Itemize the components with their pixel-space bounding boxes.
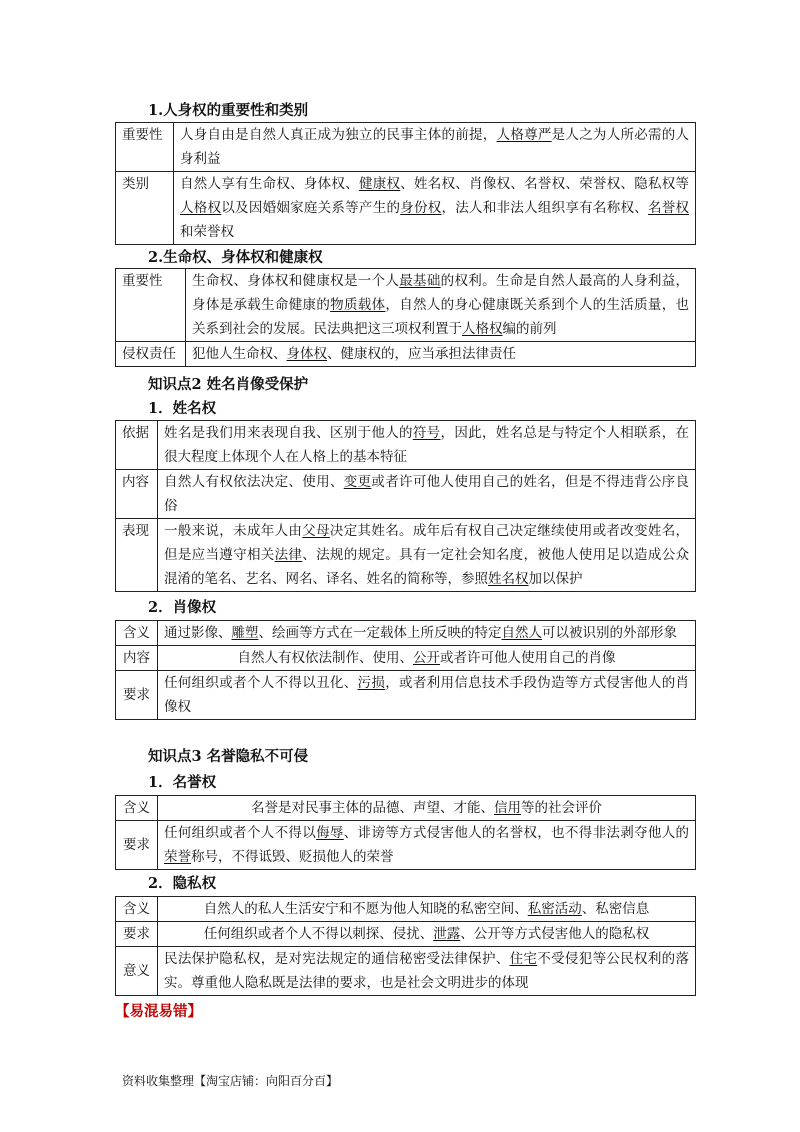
row-label: 含义 <box>116 796 158 821</box>
key-term: 身份权 <box>400 200 442 216</box>
key-term: 住宅 <box>509 951 538 967</box>
text-segment: 是人之为人所必需的人身利益 <box>180 127 690 167</box>
table-name-right <box>115 420 696 592</box>
table-row <box>116 922 696 947</box>
text-segment: ，法人和非法人组织享有名称权、 <box>441 200 648 216</box>
text-segment: 等的社会评价 <box>521 800 602 816</box>
key-term: 污损 <box>357 675 386 691</box>
row-content <box>158 621 696 646</box>
row-content <box>158 519 696 592</box>
row-content <box>186 342 696 367</box>
subheading-name-right: 1．姓名权 <box>148 400 217 417</box>
key-term: 人格权 <box>462 321 503 337</box>
heading-knowledge-point-2: 知识点2 姓名肖像受保护 <box>148 376 309 393</box>
subheading-reputation-right: 1．名誉权 <box>148 774 217 791</box>
text-segment: 和荣誉权 <box>180 224 234 240</box>
key-term: 公开 <box>413 650 440 666</box>
table-reputation-right <box>115 795 696 870</box>
key-term: 泄露 <box>433 926 461 942</box>
key-term: 姓名权 <box>488 571 529 587</box>
text-segment: 自然人的私人生活安宁和不愿为他人知晓的私密空间、 <box>203 901 528 917</box>
key-term: 父母 <box>302 523 330 539</box>
text-segment: 、姓名权、肖像权、名誉权、荣誉权、隐私权等 <box>400 176 690 192</box>
text-segment: 可以被识别的外部形象 <box>542 625 677 641</box>
table-portrait-right <box>115 620 696 720</box>
row-content <box>158 470 696 519</box>
text-segment: 加以保护 <box>528 571 583 587</box>
text-segment: 、公开等方式侵害他人的隐私权 <box>460 926 650 942</box>
table-personal-rights <box>115 122 696 245</box>
key-term: 变更 <box>343 474 372 490</box>
text-segment: ，或者利用信息技术手段伪造等方式侵害他人的肖像权 <box>164 675 690 715</box>
row-label: 表现 <box>116 519 158 592</box>
table-row <box>116 821 696 870</box>
row-content <box>158 671 696 720</box>
row-label: 内容 <box>116 646 158 671</box>
table-row <box>116 123 696 172</box>
text-segment: 或者许可他人使用自己的姓名，但是不得违背公序良俗 <box>164 474 690 514</box>
text-segment: 、诽谤等方式侵害他人的名誉权，也不得非法剥夺他人的 <box>343 825 690 841</box>
key-term: 侮辱 <box>316 825 344 841</box>
text-segment: ，自然人的身心健康既关系到个人的生活质量，也关系到社会的发展。民法典把这三项权利置于 <box>192 297 690 337</box>
table-row <box>116 342 696 367</box>
key-term: 健康权 <box>358 176 401 192</box>
table-row <box>116 796 696 821</box>
text-segment: 、绘画等方式在一定载体上所反映的特定 <box>258 625 502 641</box>
key-term: 法律 <box>274 547 303 563</box>
key-term: 名誉权 <box>648 200 690 216</box>
row-content <box>158 646 696 671</box>
row-label: 含义 <box>116 897 158 922</box>
text-segment: 任何组织或者个人不得以刺探、侵扰、 <box>203 926 434 942</box>
text-segment: 自然人享有生命权、身体权、 <box>180 176 359 192</box>
text-segment: 民法保护隐私权，是对宪法规定的通信秘密受法律保护、 <box>164 951 510 967</box>
key-term: 人格尊严 <box>496 127 552 143</box>
row-content <box>158 796 696 821</box>
key-term: 雕塑 <box>231 625 259 641</box>
row-content <box>186 269 696 342</box>
text-segment: 任何组织或者个人不得以丑化、 <box>164 675 358 691</box>
row-content <box>174 123 696 172</box>
key-term: 物质载体 <box>330 297 386 313</box>
key-term: 最基础 <box>399 273 441 289</box>
table-row <box>116 947 696 996</box>
text-segment: 或者许可他人使用自己的肖像 <box>440 650 616 666</box>
table-row <box>116 646 696 671</box>
table-row <box>116 519 696 592</box>
text-segment: 称号，不得诋毁、贬损他人的荣誉 <box>191 849 394 865</box>
text-segment: 人身自由是自然人真正成为独立的民事主体的前提， <box>180 127 497 143</box>
text-segment: ，因此，姓名总是与特定个人相联系，在很大程度上体现个人在人格上的基本特征 <box>164 425 690 465</box>
row-label: 类别 <box>116 172 174 245</box>
footer-source: 资料收集整理【淘宝店铺：向阳百分百】 <box>122 1074 339 1088</box>
key-term: 自然人 <box>501 625 542 641</box>
row-label: 要求 <box>116 821 158 870</box>
heading-knowledge-point-3: 知识点3 名誉隐私不可侵 <box>148 748 309 765</box>
text-segment: 生命权、身体权和健康权是一个人 <box>192 273 400 289</box>
key-term: 信用 <box>494 800 521 816</box>
row-label: 含义 <box>116 621 158 646</box>
text-segment: 自然人有权依法决定、使用、 <box>164 474 344 490</box>
table-row <box>116 671 696 720</box>
table-privacy-right <box>115 896 696 996</box>
table-row <box>116 421 696 470</box>
row-content <box>158 897 696 922</box>
table-row <box>116 897 696 922</box>
row-content <box>158 922 696 947</box>
row-label: 内容 <box>116 470 158 519</box>
text-segment: 编的前列 <box>502 321 557 337</box>
heading-life-body-health: 2.生命权、身体权和健康权 <box>148 249 323 266</box>
text-segment: 以及因婚姻家庭关系等产生的 <box>221 200 401 216</box>
text-segment: 自然人有权依法制作、使用、 <box>237 650 413 666</box>
text-segment: 不受侵犯等公民权利的落实。尊重他人隐私既是法律的要求，也是社会文明进步的体现 <box>164 951 690 991</box>
table-row <box>116 172 696 245</box>
text-segment: 任何组织或者个人不得以 <box>164 825 317 841</box>
text-segment: 姓名是我们用来表现自我、区别于他人的 <box>164 425 413 441</box>
row-label: 意义 <box>116 947 158 996</box>
key-term: 荣誉 <box>164 849 191 865</box>
key-term: 符号 <box>412 425 441 441</box>
row-label: 侵权责任 <box>116 342 186 367</box>
row-label: 要求 <box>116 671 158 720</box>
text-segment: 犯他人生命权、 <box>192 346 287 362</box>
row-label: 依据 <box>116 421 158 470</box>
table-row <box>116 470 696 519</box>
subheading-privacy-right: 2．隐私权 <box>148 875 217 892</box>
text-segment: 、法规的规定。具有一定社会知名度，被他人使用足以造成公众混淆的笔名、艺名、网名、译名、姓名的简称等，参照 <box>164 547 690 587</box>
text-segment: 、健康权的，应当承担法律责任 <box>327 346 516 362</box>
text-segment: 通过影像、 <box>164 625 232 641</box>
row-label: 重要性 <box>116 123 174 172</box>
table-row <box>116 269 696 342</box>
easy-mistakes-label: 【易混易错】 <box>115 1003 202 1020</box>
text-segment: 决定其姓名。成年后有权自己决定继续使用或者改变姓名，但是应当遵守相关 <box>164 523 690 563</box>
heading-personal-rights: 1.人身权的重要性和类别 <box>148 102 309 119</box>
table-life-body-health <box>115 268 696 367</box>
row-content <box>158 821 696 870</box>
text-segment: 一般来说，未成年人由 <box>164 523 303 539</box>
text-segment: 、私密信息 <box>581 901 650 917</box>
key-term: 身体权 <box>286 346 327 362</box>
table-row <box>116 621 696 646</box>
key-term: 人格权 <box>180 200 222 216</box>
key-term: 私密活动 <box>527 901 582 917</box>
subheading-portrait-right: 2．肖像权 <box>148 599 217 616</box>
row-content <box>158 947 696 996</box>
row-label: 重要性 <box>116 269 186 342</box>
row-content <box>158 421 696 470</box>
text-segment: 的权利。生命是自然人最高的人身利益，身体是承载生命健康的 <box>192 273 690 313</box>
row-content <box>174 172 696 245</box>
text-segment: 名誉是对民事主体的品德、声望、才能、 <box>251 800 494 816</box>
row-label: 要求 <box>116 922 158 947</box>
